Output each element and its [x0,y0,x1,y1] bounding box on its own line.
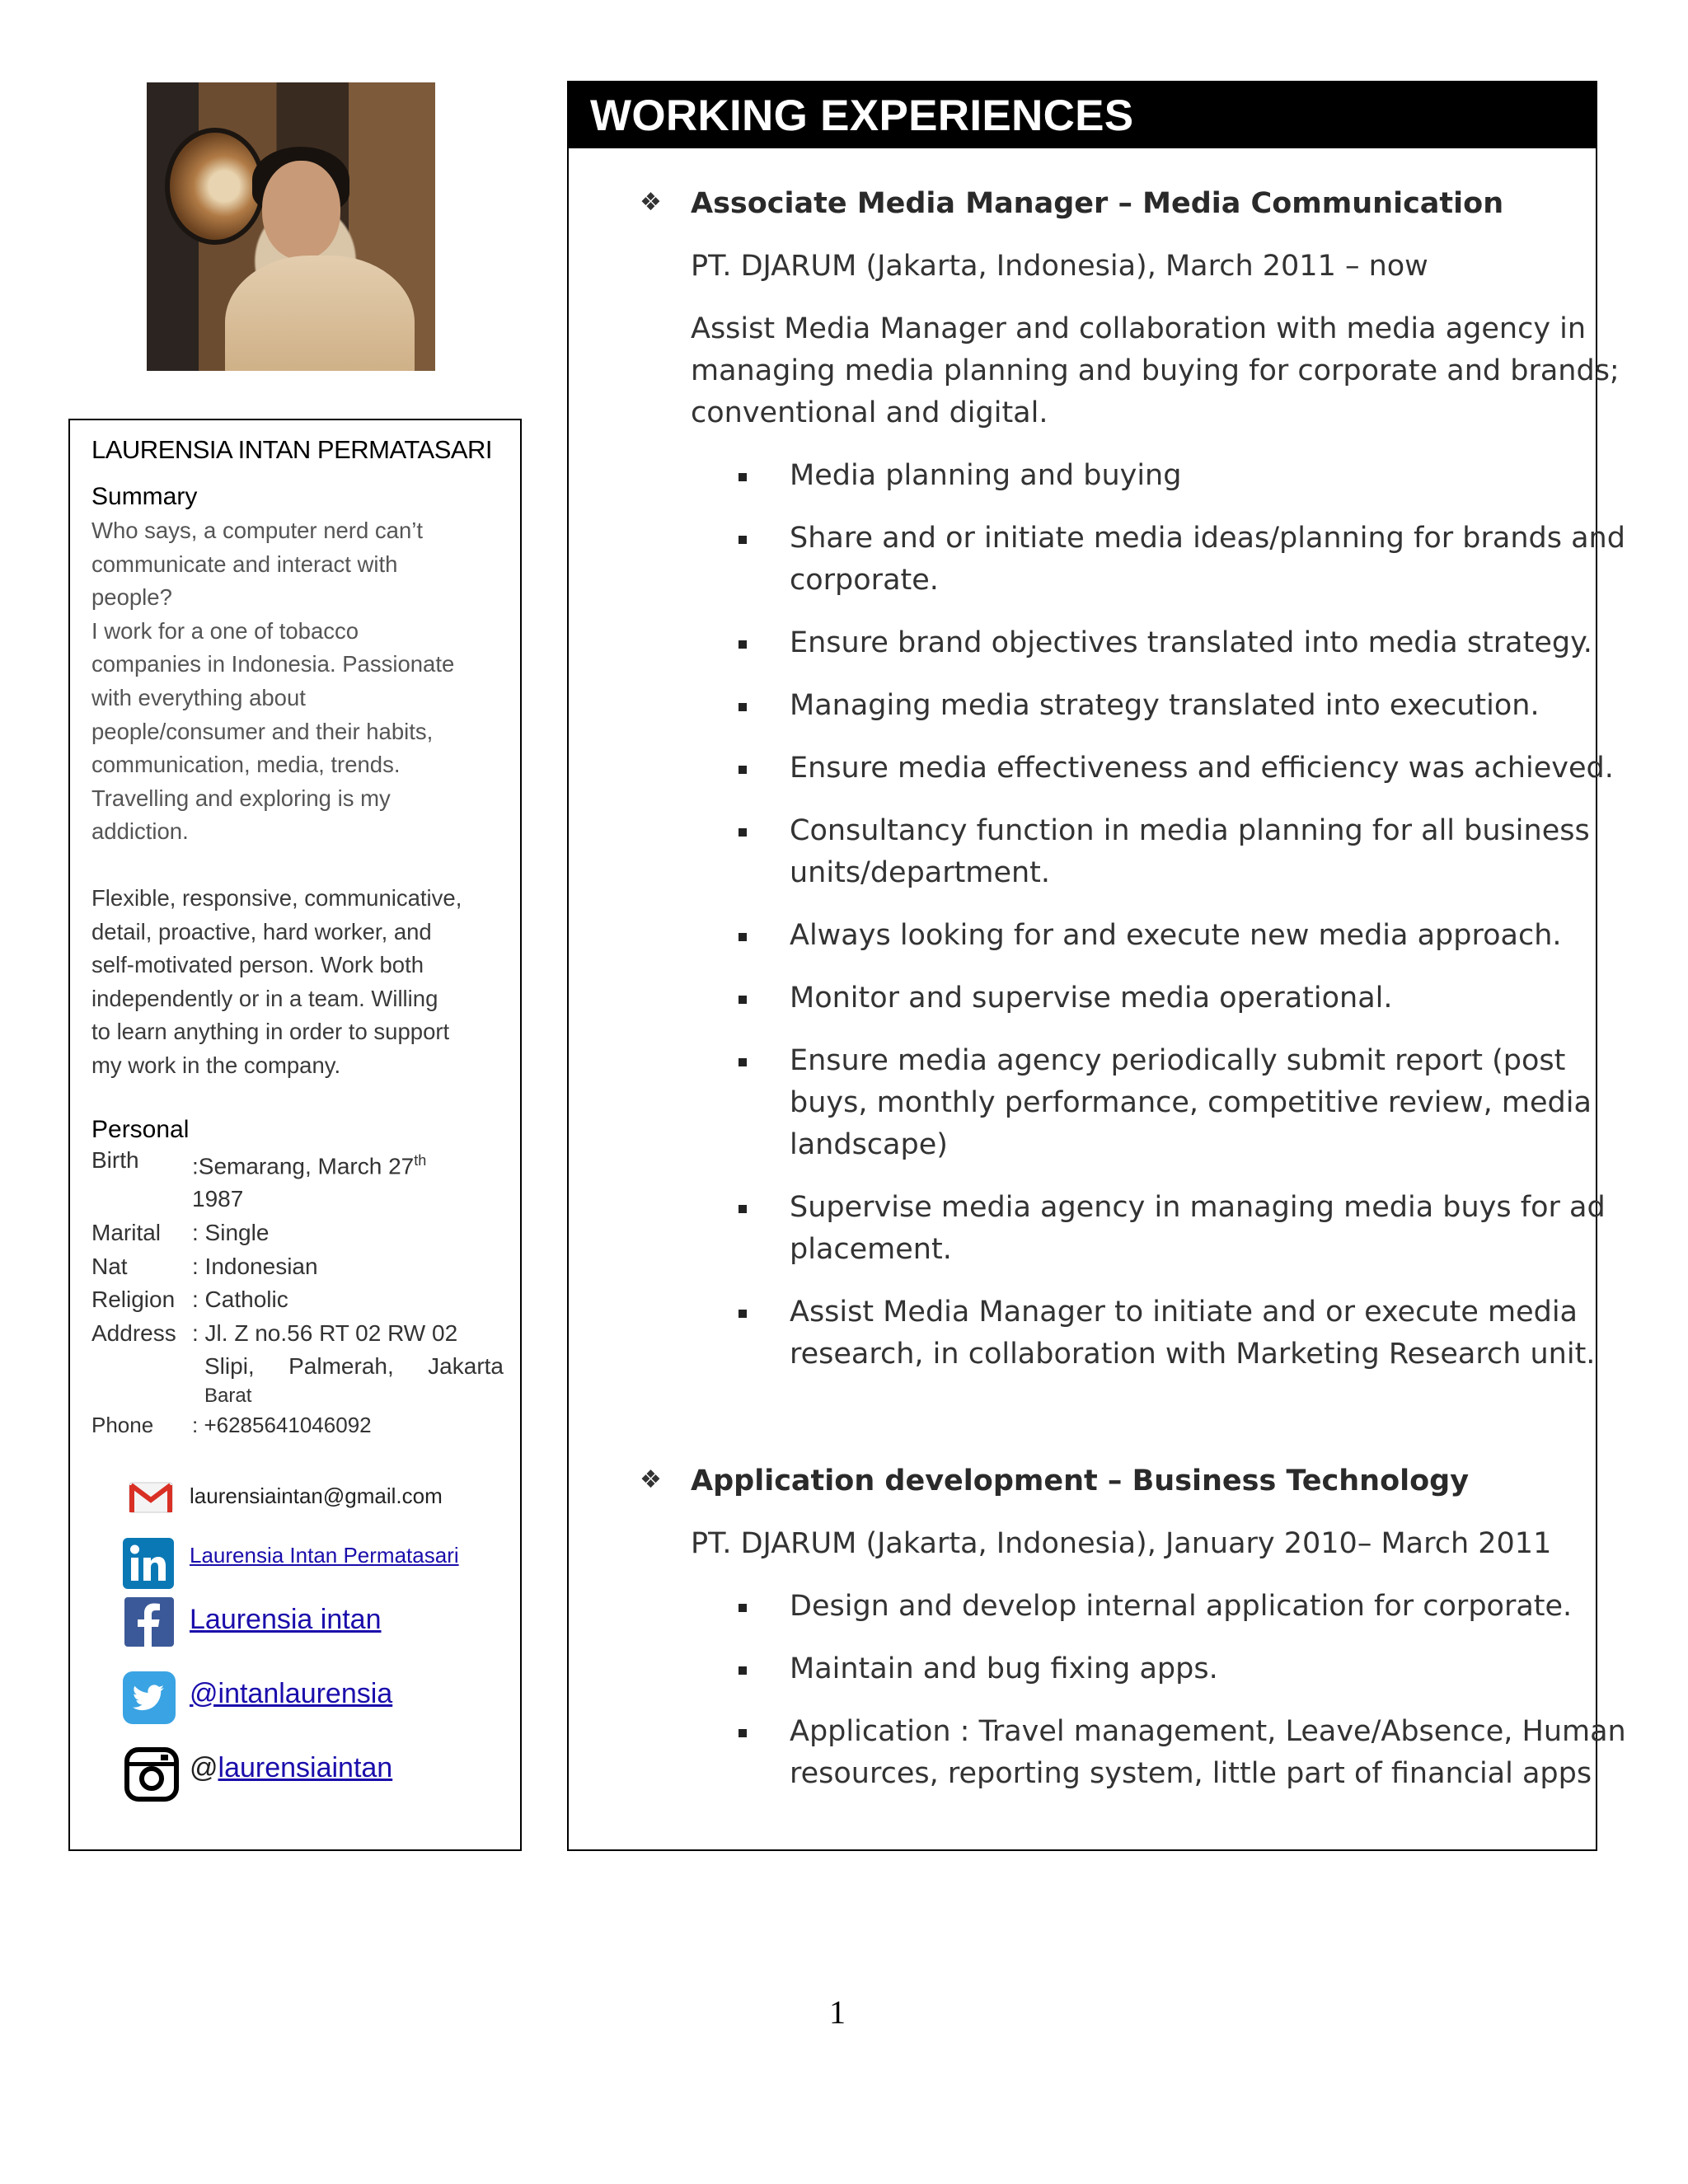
facebook-link[interactable]: Laurensia intan [190,1604,382,1635]
job-description-line: managing media planning and buying for corporate and brands; [691,354,1620,387]
twitter-icon[interactable] [123,1671,176,1724]
profile-photo [147,82,435,371]
summary-line: people/consumer and their habits, [91,718,434,744]
profile-panel [68,419,522,1851]
facebook-icon[interactable] [124,1597,174,1647]
diamond-bullet-icon: ❖ [640,188,662,217]
instagram-text: @laurensiaintan [190,1752,393,1783]
summary-text-2 [91,882,504,1083]
job-description-line: Assist Media Manager and collaboration with media agency in [691,312,1587,345]
summary-line: companies in Indonesia. Passionate [91,651,455,677]
job-title: Associate Media Manager – Media Communication [691,187,1504,220]
nat-label: Nat [91,1253,128,1279]
phone-value: : +6285641046092 [192,1412,372,1437]
summary-heading: Summary [91,483,198,510]
twitter-link[interactable]: @intanlaurensia [190,1678,393,1709]
email-text: laurensiaintan@gmail.com [190,1483,443,1508]
religion-value: : Catholic [192,1286,288,1313]
duty-item-line: Application : Travel management, Leave/Absence, Human [790,1715,1626,1748]
square-bullet-icon [738,828,747,837]
square-bullet-icon [738,1729,747,1737]
duty-item-line: Design and develop internal application for corporate. [790,1590,1573,1623]
square-bullet-icon [738,1604,747,1612]
square-bullet-icon [738,1058,747,1066]
experience-header-text: WORKING EXPERIENCES [590,91,1134,140]
square-bullet-icon [738,996,747,1004]
duty-item-line: units/department. [790,856,1051,889]
square-bullet-icon [738,1666,747,1675]
summary-line: communication, media, trends. [91,752,401,778]
duty-item-line: Always looking for and execute new media approach. [790,919,1562,952]
personal-heading: Personal [91,1115,190,1143]
summary-line: Who says, a computer nerd can’t [91,518,423,543]
square-bullet-icon [738,703,747,711]
page-number: 1 [829,1994,846,2031]
square-bullet-icon [738,766,747,774]
profile-name: LAURENSIA INTAN PERMATASARI [91,435,493,464]
nat-value: : Indonesian [192,1253,318,1279]
summary-text [91,514,504,849]
religion-label: Religion [91,1286,176,1313]
birth-value: :Semarang, March 27th [192,1151,427,1179]
square-bullet-icon [738,1205,747,1213]
summary2-line: independently or in a team. Willing [91,985,438,1011]
summary2-line: detail, proactive, hard worker, and [91,918,432,944]
gmail-icon [128,1480,174,1515]
square-bullet-icon [738,473,747,481]
instagram-icon[interactable] [124,1747,179,1802]
address-value: : Jl. Z no.56 RT 02 RW 02 [192,1319,458,1346]
phone-label: Phone [91,1412,154,1437]
summary2-line: Flexible, responsive, communicative, [91,884,462,911]
diamond-bullet-icon: ❖ [640,1465,662,1494]
linkedin-link[interactable]: Laurensia Intan Permatasari [190,1543,459,1568]
duty-item-line: corporate. [790,564,939,597]
duty-item-line: placement. [790,1233,952,1266]
duty-item-line: Maintain and bug fixing apps. [790,1652,1218,1685]
summary2-line: my work in the company. [91,1052,341,1078]
address-value-3: Barat [204,1384,252,1407]
birth-label: Birth [91,1146,139,1173]
photo-body [225,255,415,371]
experience-header [569,82,1596,148]
linkedin-icon[interactable] [123,1538,174,1589]
duty-item-line: Assist Media Manager to initiate and or execute media [790,1296,1578,1329]
instagram-link[interactable]: laurensiaintan [218,1752,393,1783]
job-company: PT. DJARUM (Jakarta, Indonesia), March 2011 – now [691,250,1428,283]
duty-item-line: Consultancy function in media planning for all business [790,814,1590,847]
duty-item-line: landscape) [790,1128,948,1161]
job-title: Application development – Business Technology [691,1465,1470,1497]
square-bullet-icon [738,640,747,649]
duty-item-line: Share and or initiate media ideas/planning for brands and [790,522,1625,555]
marital-label: Marital [91,1220,162,1246]
summary-line: Travelling and exploring is my [91,785,391,811]
duty-item-line: research, in collaboration with Marketing Research unit. [790,1338,1596,1371]
personal-info [91,1144,504,1442]
duty-item-line: buys, monthly performance, competitive review, media [790,1086,1592,1119]
summary2-line: self-motivated person. Work both [91,952,424,978]
duty-item-line: Monitor and supervise media operational. [790,982,1393,1015]
duty-item-line: Ensure brand objectives translated into media strategy. [790,626,1592,659]
summary-line: addiction. [91,818,189,845]
marital-value: : Single [192,1220,270,1246]
job-company: PT. DJARUM (Jakarta, Indonesia), January 2010– March 2011 [691,1527,1552,1560]
shell-decoration [165,128,265,245]
duty-item-line: Media planning and buying [790,459,1182,492]
duty-item-line: Ensure media effectiveness and efficiency was achieved. [790,752,1614,785]
duty-item-line: Ensure media agency periodically submit report (post [790,1044,1566,1077]
birth-year: 1987 [192,1186,244,1212]
address-value-2: Slipi, Palmerah, Jakarta [204,1353,504,1380]
job-description-line: conventional and digital. [691,396,1048,429]
duty-item-line: Managing media strategy translated into execution. [790,689,1540,722]
square-bullet-icon [738,1310,747,1318]
summary-line: with everything about [91,684,306,710]
square-bullet-icon [738,536,747,544]
square-bullet-icon [738,933,747,941]
summary-line: people? [91,584,172,611]
summary-line: communicate and interact with [91,551,398,577]
summary-line: I work for a one of tobacco [91,617,359,644]
duty-item-line: resources, reporting system, little part of financial apps [790,1757,1592,1790]
photo-face [262,161,340,260]
duty-item-line: Supervise media agency in managing media buys for ad [790,1191,1606,1224]
summary2-line: to learn anything in order to support [91,1019,450,1045]
address-label: Address [91,1319,176,1346]
